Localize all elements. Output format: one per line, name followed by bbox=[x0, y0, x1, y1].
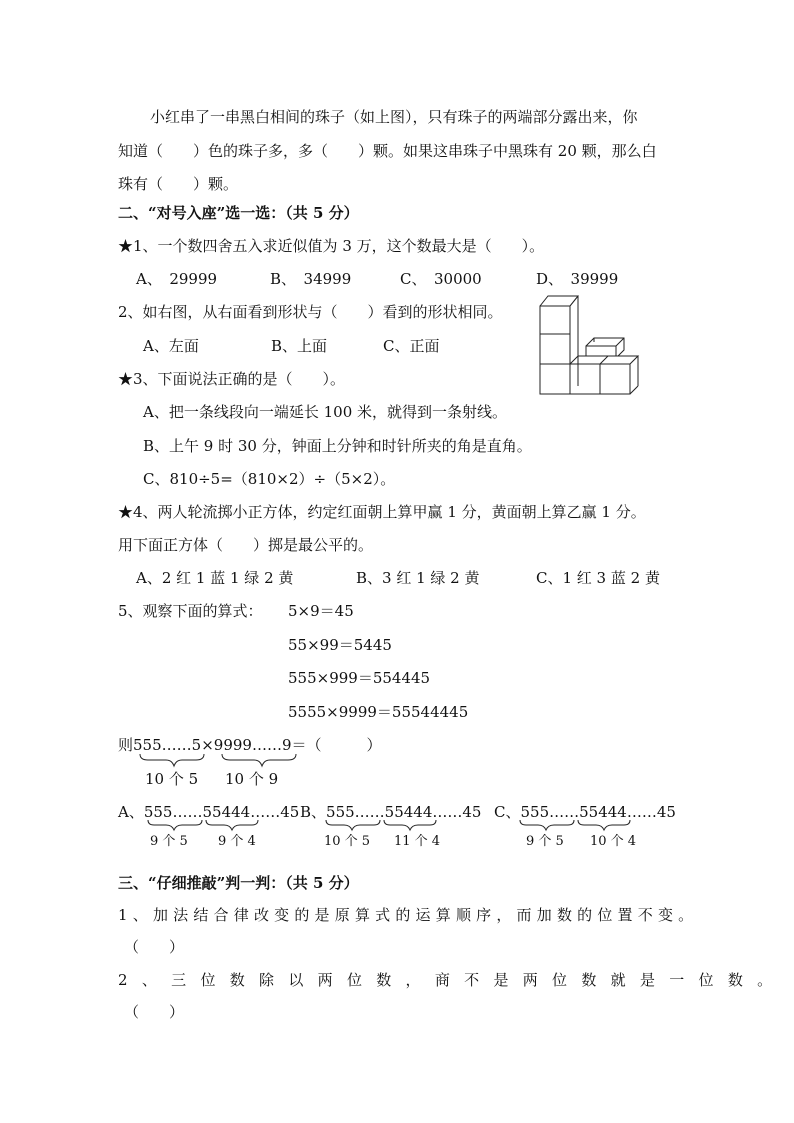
intro-line-1: 小红串了一串黑白相间的珠子（如上图），只有珠子的两端部分露出来，你 bbox=[150, 108, 638, 126]
q2-option-c: C、正面 bbox=[383, 337, 440, 355]
q5-option-a-label-1: 9 个 5 bbox=[150, 834, 188, 849]
q5-option-b-p2: 5444……45 bbox=[394, 803, 482, 821]
section3-heading: 三、“仔细推敲”判一判：（共 5 分） bbox=[118, 874, 359, 892]
q5-option-b-p1: 555……5 bbox=[326, 803, 395, 821]
q5-option-a-label-2: 9 个 4 bbox=[218, 834, 256, 849]
q5-ask-b: 9999……9 bbox=[213, 736, 292, 754]
intro-line-2: 知道（ ）色的珠子多，多（ ）颗。如果这串珠子中黑珠有 20 颗，那么白 bbox=[118, 142, 657, 160]
brace-b-1 bbox=[326, 820, 380, 830]
q5-option-a-p1: 555……5 bbox=[143, 803, 213, 821]
cube-left-bottom bbox=[540, 364, 570, 394]
q5-formula-1: 5×9＝45 bbox=[288, 602, 354, 620]
q5-ask-suffix: ＝（ ） bbox=[291, 736, 382, 754]
q5-option-c-label-1: 9 个 5 bbox=[526, 834, 564, 849]
cube-bottom-right bbox=[600, 364, 630, 394]
brace-ask-a bbox=[140, 754, 204, 766]
cube-left-mid bbox=[540, 334, 570, 364]
q5-option-b-letter: B、 bbox=[300, 803, 327, 821]
cube-bottom-mid bbox=[570, 364, 600, 394]
q5-ask-prefix: 则 bbox=[118, 736, 134, 754]
q5-option-c-p1: 555……5 bbox=[520, 803, 589, 821]
q5-option-a-letter: A、 bbox=[118, 803, 144, 821]
q5-option-braces bbox=[140, 818, 660, 832]
intro-line-3: 珠有（ ）颗。 bbox=[118, 175, 239, 193]
q4-stem-1: ★4、两人轮流掷小正方体，约定红面朝上算甲赢 1 分，黄面朝上算乙赢 1 分。 bbox=[118, 503, 646, 521]
q2-option-a: A、左面 bbox=[143, 337, 199, 355]
q5-ask-label-b: 10 个 9 bbox=[225, 770, 279, 788]
q2-stem: 2、如右图，从右面看到形状与（ ）看到的形状相同。 bbox=[118, 303, 503, 321]
s3-item-2-blank: （ ） bbox=[124, 1003, 185, 1021]
q5-formula-2: 55×99＝5445 bbox=[288, 636, 392, 654]
q5-option-b-label-2: 11 个 4 bbox=[394, 834, 441, 849]
q5-formula-4: 5555×9999＝55544445 bbox=[288, 703, 469, 721]
q3-option-c: C、810÷5=（810×2）÷（5×2）。 bbox=[143, 470, 396, 488]
q5-option-b-label-1: 10 个 5 bbox=[324, 834, 371, 849]
q3-stem: ★3、下面说法正确的是（ ）。 bbox=[118, 370, 346, 388]
q5-option-c-letter: C、 bbox=[494, 803, 521, 821]
q1-option-c: C、 30000 bbox=[400, 270, 482, 288]
brace-ask-b bbox=[222, 754, 296, 766]
q5-option-a-p2: 5444……45 bbox=[212, 803, 300, 821]
q3-option-b: B、上午 9 时 30 分，钟面上分钟和时针所夹的角是直角。 bbox=[143, 437, 532, 455]
q5-ask-label-a: 10 个 5 bbox=[145, 770, 199, 788]
q4-option-b: B、3 红 1 绿 2 黄 bbox=[356, 569, 480, 587]
brace-a-2 bbox=[206, 820, 258, 830]
q5-ask-a: 555……5 bbox=[133, 736, 202, 754]
s3-item-1-blank: （ ） bbox=[124, 938, 185, 956]
q5-ask-times: × bbox=[201, 736, 214, 754]
cube-left-top bbox=[540, 306, 570, 334]
q5-ask-braces bbox=[138, 752, 338, 768]
q5-formula-3: 555×999＝554445 bbox=[288, 669, 431, 687]
s3-item-2-text: 2、三位数除以两位数，商不是两位数就是一位数。 bbox=[118, 971, 787, 989]
brace-c-1 bbox=[520, 820, 574, 830]
section2-heading: 二、“对号入座”选一选：（共 5 分） bbox=[118, 204, 359, 222]
q4-option-a: A、2 红 1 蓝 1 绿 2 黄 bbox=[136, 569, 294, 587]
q4-stem-2: 用下面正方体（ ）掷是最公平的。 bbox=[118, 536, 374, 554]
q4-option-c: C、1 红 3 蓝 2 黄 bbox=[536, 569, 660, 587]
brace-b-2 bbox=[384, 820, 436, 830]
q2-option-b: B、上面 bbox=[271, 337, 328, 355]
q3-option-a: A、把一条线段向一端延长 100 米，就得到一条射线。 bbox=[143, 403, 508, 421]
s3-item-1-text: 1、加法结合律改变的是原算式的运算顺序，而加数的位置不变。 bbox=[118, 906, 699, 924]
q1-option-b: B、 34999 bbox=[270, 270, 352, 288]
brace-c-2 bbox=[578, 820, 630, 830]
q5-option-c-p2: 5444……45 bbox=[588, 803, 676, 821]
q1-stem: ★1、一个数四舍五入求近似值为 3 万，这个数最大是（ ）。 bbox=[118, 237, 545, 255]
q1-option-d: D、 39999 bbox=[536, 270, 619, 288]
cube-stack-figure bbox=[534, 290, 646, 398]
q5-option-c-label-2: 10 个 4 bbox=[590, 834, 637, 849]
q5-stem: 5、观察下面的算式： bbox=[118, 602, 263, 620]
q1-option-a: A、 29999 bbox=[136, 270, 218, 288]
brace-a-1 bbox=[148, 820, 202, 830]
